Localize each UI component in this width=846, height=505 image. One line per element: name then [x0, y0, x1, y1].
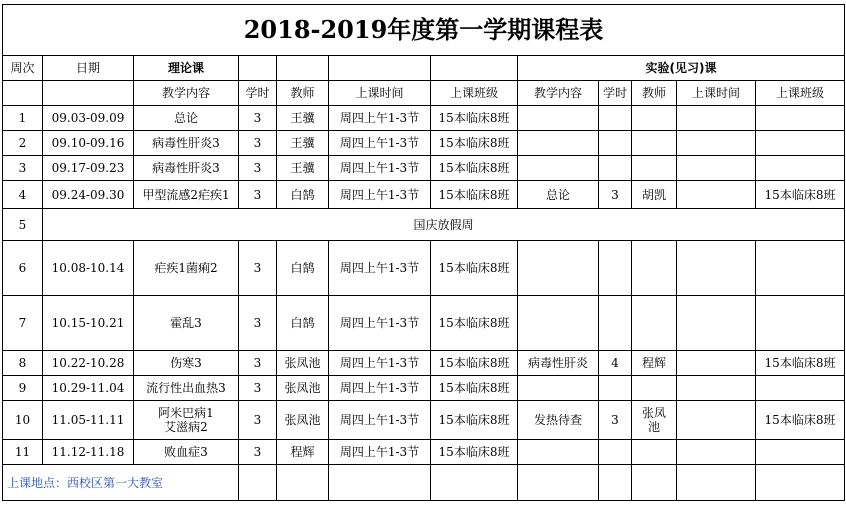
cell-lab-time: [677, 296, 756, 351]
cell-time: 周四上午1-3节: [329, 106, 431, 131]
page-title: 2018-2019年度第一学期课程表: [3, 5, 845, 56]
cell-hours: 3: [239, 156, 277, 181]
cell-lab-content: [518, 440, 599, 465]
cell-week: 9: [3, 376, 43, 401]
cell-hours: 3: [239, 131, 277, 156]
location-note: 上课地点：西校区第一大教室: [3, 465, 239, 501]
cell-teacher: 张凤池: [277, 351, 329, 376]
cell-hours: 3: [239, 376, 277, 401]
cell-week: 1: [3, 106, 43, 131]
subheader-class: 上课班级: [431, 81, 518, 106]
cell-teacher: 王骥: [277, 106, 329, 131]
cell-lab-content: [518, 106, 599, 131]
table-row: [3, 296, 845, 351]
cell-content: 败血症3: [134, 440, 239, 465]
note-row-empty-cell: [518, 465, 599, 501]
header-lab: 实验(见习)课: [518, 56, 845, 81]
cell-lab-class: [756, 296, 845, 351]
holiday-row: [3, 209, 845, 241]
note-row-empty-cell: [756, 465, 845, 501]
cell-lab-teacher: [632, 156, 677, 181]
note-row-empty-cell: [431, 465, 518, 501]
note-row-empty-cell: [277, 465, 329, 501]
cell-teacher: 程辉: [277, 440, 329, 465]
cell-time: 周四上午1-3节: [329, 131, 431, 156]
cell-week: 11: [3, 440, 43, 465]
schedule-table: [2, 4, 845, 501]
table-row: [3, 351, 845, 376]
cell-lab-content: [518, 156, 599, 181]
cell-lab-content: [518, 296, 599, 351]
header-week: 周次: [3, 56, 43, 81]
cell-time: 周四上午1-3节: [329, 376, 431, 401]
cell-class: 15本临床8班: [431, 106, 518, 131]
subheader-lab-class: 上课班级: [756, 81, 845, 106]
cell-date: 10.29-11.04: [43, 376, 134, 401]
cell-lab-hours: [599, 296, 632, 351]
subheader-lab-hours: 学时: [599, 81, 632, 106]
cell-lab-hours: [599, 376, 632, 401]
subheader-content: 教学内容: [134, 81, 239, 106]
cell-lab-time: [677, 181, 756, 209]
subheader-empty: [43, 81, 134, 106]
table-row: [3, 376, 845, 401]
cell-lab-time: [677, 440, 756, 465]
cell-content: 霍乱3: [134, 296, 239, 351]
table-row: [3, 181, 845, 209]
table-row: [3, 241, 845, 296]
cell-time: 周四上午1-3节: [329, 181, 431, 209]
cell-lab-hours: 3: [599, 181, 632, 209]
cell-teacher: 白鹄: [277, 181, 329, 209]
table-row: [3, 156, 845, 181]
cell-teacher: 张凤池: [277, 376, 329, 401]
subheader-empty: [3, 81, 43, 106]
cell-date: 09.03-09.09: [43, 106, 134, 131]
cell-hours: 3: [239, 440, 277, 465]
cell-date: 09.10-09.16: [43, 131, 134, 156]
cell-lab-content: [518, 131, 599, 156]
cell-class: 15本临床8班: [431, 376, 518, 401]
cell-teacher: 王骥: [277, 131, 329, 156]
cell-time: 周四上午1-3节: [329, 241, 431, 296]
cell-date: 11.05-11.11: [43, 401, 134, 440]
cell-lab-class: 15本临床8班: [756, 351, 845, 376]
cell-lab-teacher: 胡凯: [632, 181, 677, 209]
cell-time: 周四上午1-3节: [329, 296, 431, 351]
cell-class: 15本临床8班: [431, 351, 518, 376]
cell-lab-hours: 3: [599, 401, 632, 440]
header-empty: [239, 56, 277, 81]
cell-lab-teacher: [632, 376, 677, 401]
cell-lab-content: 总论: [518, 181, 599, 209]
cell-class: 15本临床8班: [431, 181, 518, 209]
cell-time: 周四上午1-3节: [329, 351, 431, 376]
cell-date: 10.15-10.21: [43, 296, 134, 351]
cell-lab-time: [677, 131, 756, 156]
cell-lab-teacher: 张凤 池: [632, 401, 677, 440]
header-date: 日期: [43, 56, 134, 81]
cell-lab-teacher: 程辉: [632, 351, 677, 376]
cell-lab-hours: [599, 241, 632, 296]
cell-time: 周四上午1-3节: [329, 401, 431, 440]
note-row-empty-cell: [599, 465, 632, 501]
cell-content: 疟疾1菌痢2: [134, 241, 239, 296]
cell-date: 11.12-11.18: [43, 440, 134, 465]
cell-content: 甲型流感2疟疾1: [134, 181, 239, 209]
subheader-lab-time: 上课时间: [677, 81, 756, 106]
cell-lab-time: [677, 376, 756, 401]
cell-hours: 3: [239, 401, 277, 440]
cell-hours: 3: [239, 296, 277, 351]
cell-lab-hours: [599, 106, 632, 131]
cell-lab-teacher: [632, 241, 677, 296]
cell-class: 15本临床8班: [431, 296, 518, 351]
cell-class: 15本临床8班: [431, 156, 518, 181]
note-row-empty-cell: [239, 465, 277, 501]
cell-teacher: 白鹄: [277, 241, 329, 296]
cell-lab-class: [756, 131, 845, 156]
cell-week: 3: [3, 156, 43, 181]
cell-hours: 3: [239, 241, 277, 296]
cell-lab-content: [518, 241, 599, 296]
cell-content: 伤寒3: [134, 351, 239, 376]
header-empty: [329, 56, 431, 81]
cell-lab-time: [677, 351, 756, 376]
cell-lab-teacher: [632, 296, 677, 351]
cell-lab-class: [756, 440, 845, 465]
cell-lab-hours: 4: [599, 351, 632, 376]
cell-lab-time: [677, 156, 756, 181]
cell-teacher: 王骥: [277, 156, 329, 181]
cell-time: 周四上午1-3节: [329, 440, 431, 465]
cell-date: 10.22-10.28: [43, 351, 134, 376]
header-empty: [277, 56, 329, 81]
subheader-hours: 学时: [239, 81, 277, 106]
cell-lab-class: [756, 156, 845, 181]
cell-week: 10: [3, 401, 43, 440]
cell-date: 09.24-09.30: [43, 181, 134, 209]
cell-teacher: 张凤池: [277, 401, 329, 440]
note-row-empty-cell: [329, 465, 431, 501]
cell-lab-teacher: [632, 440, 677, 465]
subheader-lab-content: 教学内容: [518, 81, 599, 106]
note-row-empty-cell: [677, 465, 756, 501]
cell-class: 15本临床8班: [431, 401, 518, 440]
cell-week: 6: [3, 241, 43, 296]
cell-lab-class: [756, 106, 845, 131]
cell-lab-time: [677, 401, 756, 440]
note-row: [3, 465, 845, 501]
cell-content: 总论: [134, 106, 239, 131]
cell-teacher: 白鹄: [277, 296, 329, 351]
cell-hours: 3: [239, 106, 277, 131]
cell-date: 10.08-10.14: [43, 241, 134, 296]
cell-lab-hours: [599, 440, 632, 465]
cell-week: 4: [3, 181, 43, 209]
header-theory: 理论课: [134, 56, 239, 81]
note-row-empty-cell: [632, 465, 677, 501]
cell-lab-content: [518, 376, 599, 401]
holiday-label: 国庆放假周: [43, 209, 845, 241]
cell-hours: 3: [239, 181, 277, 209]
subheader-lab-teacher: 教师: [632, 81, 677, 106]
cell-content: 阿米巴病1 艾滋病2: [134, 401, 239, 440]
subheader-teacher: 教师: [277, 81, 329, 106]
cell-class: 15本临床8班: [431, 241, 518, 296]
cell-week: 2: [3, 131, 43, 156]
cell-lab-content: 病毒性肝炎: [518, 351, 599, 376]
cell-lab-hours: [599, 156, 632, 181]
cell-lab-content: 发热待查: [518, 401, 599, 440]
schedule-sheet: [2, 4, 844, 501]
cell-lab-teacher: [632, 131, 677, 156]
header-empty: [431, 56, 518, 81]
cell-class: 15本临床8班: [431, 440, 518, 465]
cell-lab-class: 15本临床8班: [756, 181, 845, 209]
cell-content: 病毒性肝炎3: [134, 131, 239, 156]
cell-lab-class: [756, 241, 845, 296]
cell-class: 15本临床8班: [431, 131, 518, 156]
cell-content: 病毒性肝炎3: [134, 156, 239, 181]
cell-lab-class: [756, 376, 845, 401]
table-row: [3, 131, 845, 156]
table-row: [3, 401, 845, 440]
table-row: [3, 440, 845, 465]
cell-lab-time: [677, 106, 756, 131]
cell-lab-hours: [599, 131, 632, 156]
cell-week: 7: [3, 296, 43, 351]
cell-lab-time: [677, 241, 756, 296]
cell-date: 09.17-09.23: [43, 156, 134, 181]
cell-week: 5: [3, 209, 43, 241]
subheader-time: 上课时间: [329, 81, 431, 106]
cell-content: 流行性出血热3: [134, 376, 239, 401]
cell-week: 8: [3, 351, 43, 376]
cell-lab-class: 15本临床8班: [756, 401, 845, 440]
table-row: [3, 106, 845, 131]
cell-hours: 3: [239, 351, 277, 376]
cell-lab-teacher: [632, 106, 677, 131]
cell-time: 周四上午1-3节: [329, 156, 431, 181]
